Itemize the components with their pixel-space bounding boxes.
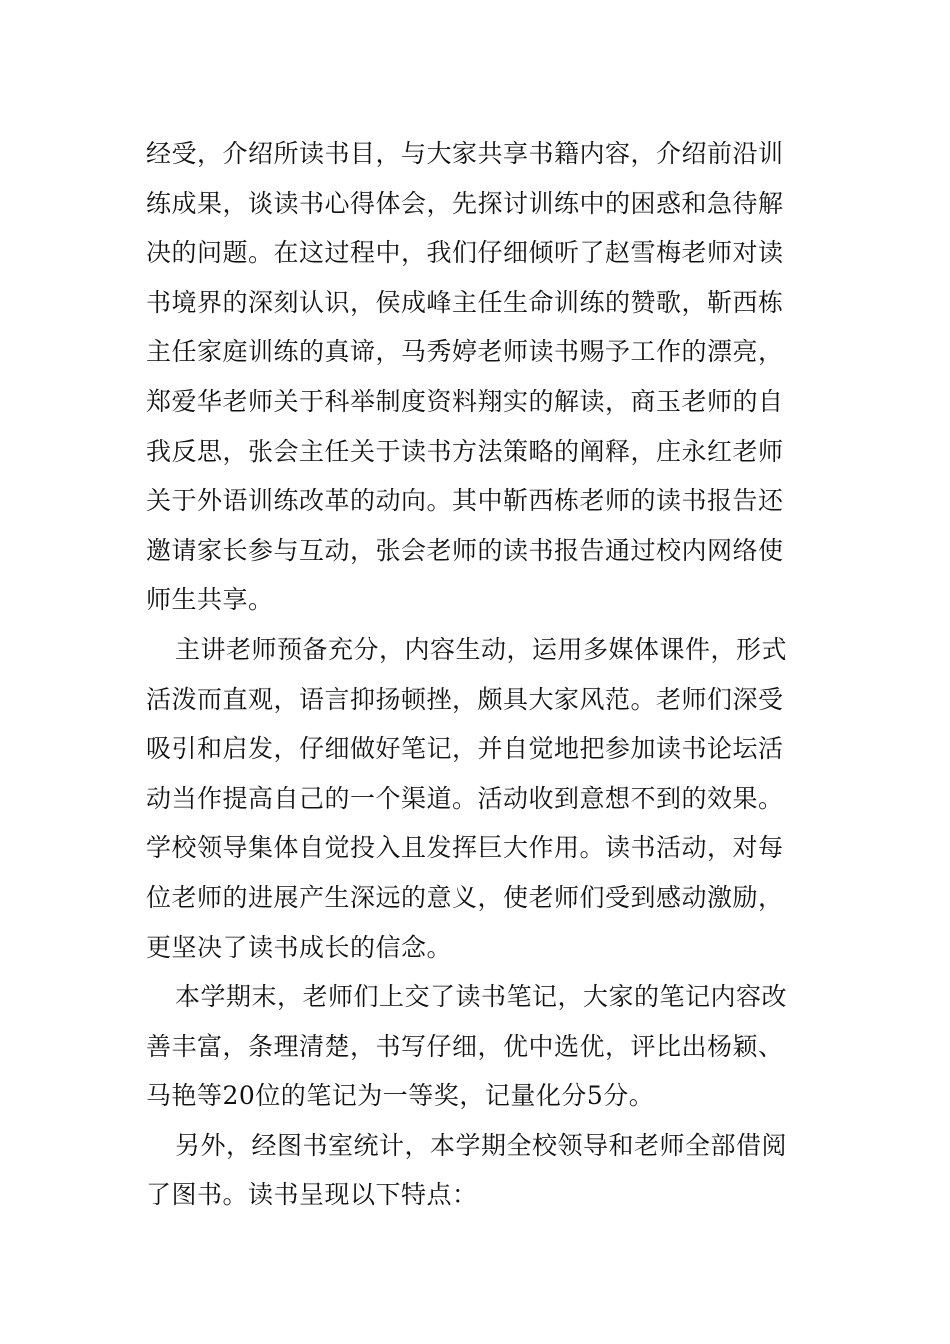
text-line: 主讲老师预备充分，内容生动，运用多媒体课件，形式 (175, 634, 788, 664)
text-line: 位老师的进展产生深远的意义，使老师们受到感动激励， (146, 882, 784, 912)
text-line: 郑爱华老师关于科举制度资料翔实的解读，商玉老师的自 (146, 386, 784, 416)
text-line: 另外，经图书室统计，本学期全校领导和老师全部借阅 (175, 1130, 788, 1160)
text-line: 本学期末，老师们上交了读书笔记，大家的笔记内容改 (175, 982, 788, 1012)
text-line: 更坚决了读书成长的信念。 (146, 932, 453, 962)
paragraph-4 (146, 1121, 816, 1220)
text-line: 学校领导集体自觉投入且发挥巨大作用。读书活动，对每 (146, 833, 784, 863)
text-line: 练成果，谈读书心得体会，先探讨训练中的困惑和急待解 (146, 188, 784, 218)
paragraph-2 (146, 625, 816, 972)
text-line: 经受，介绍所读书目，与大家共享书籍内容，介绍前沿训 (146, 139, 784, 168)
paragraph-1 (146, 129, 816, 625)
text-line: 师生共享。 (146, 585, 274, 615)
text-line: 决的问题。在这过程中，我们仔细倾听了赵雪梅老师对读 (146, 238, 784, 268)
text-line: 吸引和启发，仔细做好笔记，并自觉地把参加读书论坛活 (146, 734, 784, 764)
text-line: 主任家庭训练的真谛，马秀婷老师读书赐予工作的漂亮， (146, 337, 784, 367)
document-body (146, 129, 816, 1220)
text-line: 关于外语训练改革的动向。其中靳西栋老师的读书报告还 (146, 486, 784, 516)
text-line: 我反思，张会主任关于读书方法策略的阐释，庄永红老师 (146, 436, 784, 466)
text-line: 邀请家长参与互动，张会老师的读书报告通过校内网络使 (146, 535, 784, 565)
text-line: 马艳等20位的笔记为一等奖，记量化分5分。 (146, 1081, 655, 1111)
text-line: 了图书。读书呈现以下特点： (146, 1180, 478, 1210)
text-line: 书境界的深刻认识，侯成峰主任生命训练的赞歌，靳西栋 (146, 287, 784, 317)
paragraph-3 (146, 972, 816, 1121)
text-line: 善丰富，条理清楚，书写仔细，优中选优，评比出杨颖、 (146, 1031, 784, 1061)
text-line: 活泼而直观，语言抑扬顿挫，颇具大家风范。老师们深受 (146, 684, 784, 714)
text-line: 动当作提高自己的一个渠道。活动收到意想不到的效果。 (146, 783, 784, 813)
